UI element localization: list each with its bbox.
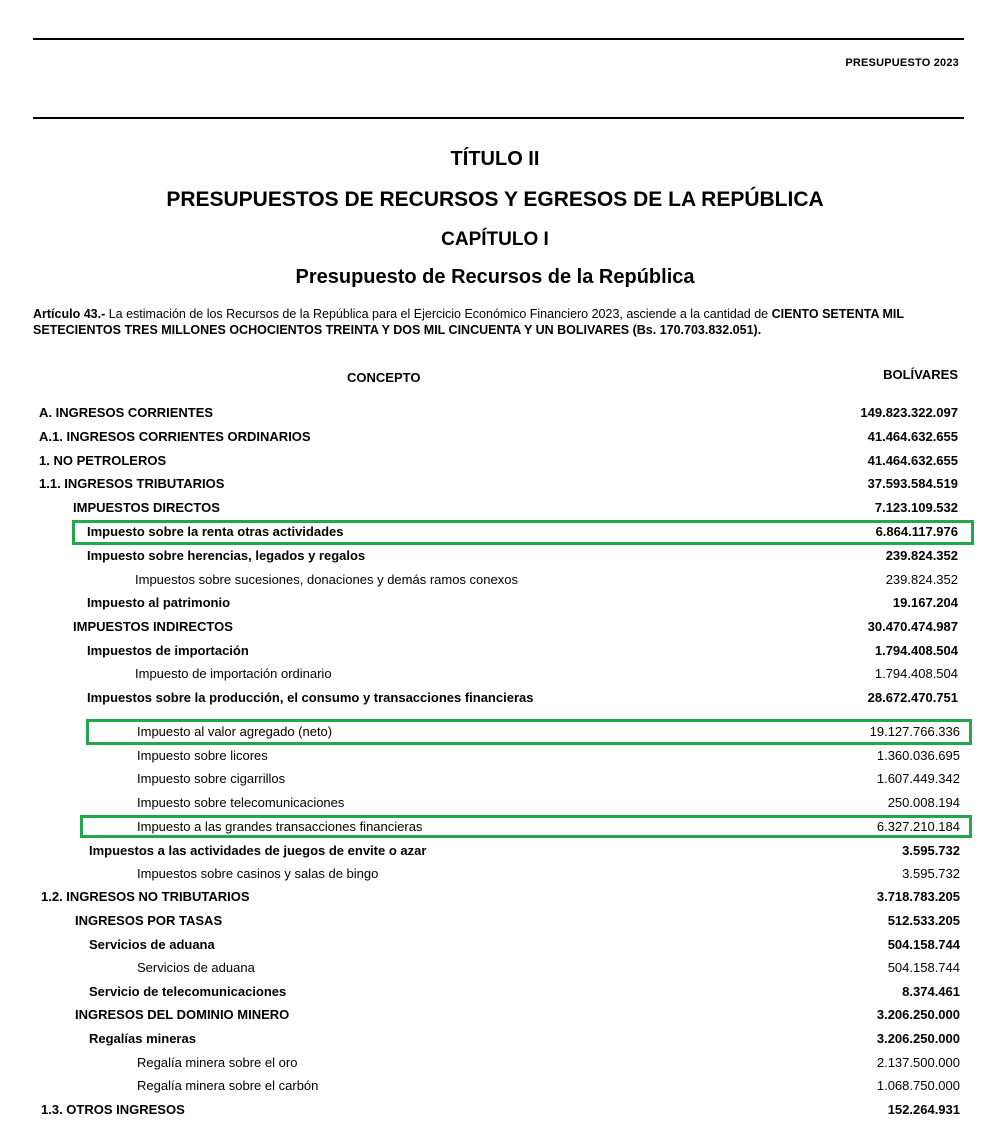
row-concept-label: Impuestos sobre casinos y salas de bingo <box>137 866 379 881</box>
table-row <box>0 451 990 471</box>
row-amount-value: 6.327.210.184 <box>876 819 960 834</box>
row-amount-value: 504.158.744 <box>887 937 960 952</box>
table-row <box>0 1100 990 1120</box>
highlight-box-renta <box>72 520 974 545</box>
table-row <box>0 1076 990 1096</box>
row-amount-value: 30.470.474.987 <box>867 619 958 634</box>
table-row <box>0 474 990 494</box>
row-amount-value: 239.824.352 <box>885 572 958 587</box>
row-concept-label: INGRESOS DEL DOMINIO MINERO <box>75 1007 290 1022</box>
table-row <box>0 403 990 423</box>
row-amount-value: 19.167.204 <box>892 595 958 610</box>
title-presupuestos: PRESUPUESTOS DE RECURSOS Y EGRESOS DE LA REPÚBLICA <box>166 188 824 211</box>
row-amount-value: 3.595.732 <box>902 843 960 858</box>
table-row <box>0 593 990 613</box>
row-amount-value: 1.607.449.342 <box>876 771 960 786</box>
table-row <box>0 688 990 708</box>
row-amount-value: 3.718.783.205 <box>876 889 960 904</box>
row-amount-value: 1.794.408.504 <box>874 666 958 681</box>
row-amount-value: 1.360.036.695 <box>876 748 960 763</box>
row-concept-label: INGRESOS POR TASAS <box>75 913 223 928</box>
column-header-bolivares: BOLÍVARES <box>883 367 958 382</box>
article-amount: CIENTO SETENTA MIL SETECIENTOS TRES MILLONES OCHOCIENTOS TREINTA Y DOS MIL CINCUENTA Y UN BOLIVARES (Bs. 170.703.832.051). <box>33 307 904 337</box>
row-concept-label: Impuesto sobre cigarrillos <box>137 771 286 786</box>
table-row <box>0 1053 990 1073</box>
table-row <box>0 841 990 861</box>
row-concept-label: Impuesto al valor agregado (neto) <box>137 724 333 739</box>
row-amount-value: 7.123.109.532 <box>874 500 958 515</box>
table-row <box>0 1005 990 1025</box>
row-concept-label: Impuestos a las actividades de juegos de envite o azar <box>89 843 427 858</box>
row-concept-label: Impuestos sobre sucesiones, donaciones y demás ramos conexos <box>135 572 518 587</box>
row-amount-value: 1.794.408.504 <box>874 643 958 658</box>
row-amount-value: 6.864.117.976 <box>875 524 958 539</box>
row-amount-value: 2.137.500.000 <box>876 1055 960 1070</box>
row-concept-label: 1.1. INGRESOS TRIBUTARIOS <box>39 476 225 491</box>
row-amount-value: 512.533.205 <box>887 913 960 928</box>
row-amount-value: 3.595.732 <box>902 866 960 881</box>
row-amount-value: 3.206.250.000 <box>876 1031 960 1046</box>
row-concept-label: Servicio de telecomunicaciones <box>89 984 287 999</box>
row-concept-label: Regalías mineras <box>89 1031 196 1046</box>
row-amount-value: 504.158.744 <box>887 960 960 975</box>
row-concept-label: Impuestos sobre la producción, el consumo y transacciones financieras <box>87 690 534 705</box>
table-row <box>0 641 990 661</box>
title-capitulo: CAPÍTULO I <box>441 229 549 250</box>
table-row <box>0 864 990 884</box>
table-row <box>0 570 990 590</box>
row-concept-label: A. INGRESOS CORRIENTES <box>39 405 214 420</box>
table-row <box>0 887 990 907</box>
row-amount-value: 250.008.194 <box>887 795 960 810</box>
table-row <box>0 664 990 684</box>
row-concept-label: IMPUESTOS DIRECTOS <box>73 500 220 515</box>
row-concept-label: Servicios de aduana <box>137 960 255 975</box>
row-amount-value: 1.068.750.000 <box>876 1078 960 1093</box>
row-concept-label: Impuesto sobre telecomunicaciones <box>137 795 345 810</box>
row-concept-label: Servicios de aduana <box>89 937 215 952</box>
row-amount-value: 3.206.250.000 <box>876 1007 960 1022</box>
row-concept-label: Impuesto de importación ordinario <box>135 666 332 681</box>
row-concept-label: 1. NO PETROLEROS <box>39 453 167 468</box>
row-concept-label: 1.3. OTROS INGRESOS <box>41 1102 185 1117</box>
table-row <box>0 1029 990 1049</box>
row-amount-value: 239.824.352 <box>885 548 958 563</box>
row-concept-label: Impuesto sobre la renta otras actividades <box>87 524 344 539</box>
article-paragraph <box>33 306 963 338</box>
table-row <box>0 746 990 766</box>
table-row <box>0 982 990 1002</box>
highlight-box-transacciones <box>80 815 972 838</box>
row-amount-value: 41.464.632.655 <box>867 429 958 444</box>
row-concept-label: Regalía minera sobre el oro <box>137 1055 298 1070</box>
article-label: Artículo 43.- <box>33 307 106 321</box>
title-titulo: TÍTULO II <box>450 148 540 170</box>
row-concept-label: Impuesto sobre licores <box>137 748 268 763</box>
row-amount-value: 8.374.461 <box>902 984 960 999</box>
table-row <box>0 958 990 978</box>
row-concept-label: Impuesto al patrimonio <box>87 595 231 610</box>
table-row <box>0 617 990 637</box>
row-amount-value: 28.672.470.751 <box>867 690 958 705</box>
row-concept-label: IMPUESTOS INDIRECTOS <box>73 619 233 634</box>
row-amount-value: 37.593.584.519 <box>867 476 958 491</box>
title-subtitle: Presupuesto de Recursos de la República <box>295 266 695 288</box>
table-row <box>0 769 990 789</box>
header-budget-label: PRESUPUESTO 2023 <box>845 57 959 69</box>
row-concept-label: Impuesto sobre herencias, legados y regalos <box>87 548 366 563</box>
table-row <box>0 427 990 447</box>
row-amount-value: 149.823.322.097 <box>860 405 958 420</box>
row-concept-label: A.1. INGRESOS CORRIENTES ORDINARIOS <box>39 429 311 444</box>
row-concept-label: Impuesto a las grandes transacciones financieras <box>137 819 423 834</box>
row-concept-label: Impuestos de importación <box>87 643 249 658</box>
article-text: La estimación de los Recursos de la República para el Ejercicio Económico Financiero 2023, asciende a la cantidad de <box>105 307 772 321</box>
header-bottom-rule <box>33 117 964 119</box>
row-concept-label: Regalía minera sobre el carbón <box>137 1078 319 1093</box>
table-row <box>0 498 990 518</box>
top-rule <box>33 38 964 40</box>
table-row <box>0 546 990 566</box>
row-amount-value: 41.464.632.655 <box>867 453 958 468</box>
table-row <box>0 935 990 955</box>
highlight-box-iva <box>86 719 972 745</box>
row-amount-value: 152.264.931 <box>887 1102 960 1117</box>
column-header-concepto: CONCEPTO <box>347 370 421 385</box>
table-row <box>0 911 990 931</box>
row-concept-label: 1.2. INGRESOS NO TRIBUTARIOS <box>41 889 250 904</box>
row-amount-value: 19.127.766.336 <box>869 724 960 739</box>
table-row <box>0 793 990 813</box>
